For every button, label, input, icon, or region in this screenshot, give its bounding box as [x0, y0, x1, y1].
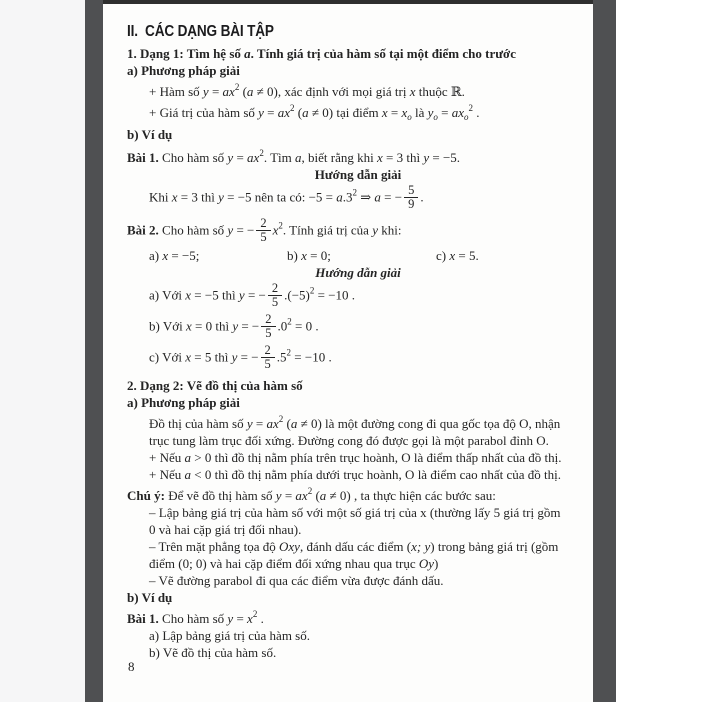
subscript: o: [433, 112, 438, 122]
exercise-bai1-dang2: [127, 606, 589, 627]
example-heading: [127, 126, 589, 143]
book-right-edge: [593, 0, 616, 702]
note-line: [127, 483, 589, 504]
text-run: ≠ 0) tại điểm: [308, 105, 382, 120]
text-run: ax: [266, 416, 279, 431]
solution-line: [149, 281, 589, 312]
text-run: = −: [233, 222, 255, 238]
text-run: =: [233, 611, 248, 626]
superscript: 2: [234, 82, 240, 92]
text-run: a: [295, 150, 302, 165]
text-run: – Lập bảng giá trị của hàm số với một số giá trị của x (thường lấy 5 giá trị gồm: [149, 505, 561, 520]
text-run: ≠ 0) , ta thực hiện các bước sau:: [326, 488, 496, 503]
text-run: a) Với: [149, 287, 186, 303]
text-run: x: [185, 349, 192, 365]
text-run: x: [381, 105, 388, 120]
superscript: 2: [309, 285, 315, 296]
text-run: Hướng dẫn giải: [314, 167, 402, 182]
text-run: điểm (0; 0) và hai cặp điểm đối xứng nhau qua trục: [149, 556, 419, 571]
fraction: [404, 184, 418, 211]
text-run: a: [246, 84, 254, 99]
text-run: y: [238, 287, 245, 303]
text-run: . Tính giá trị của: [282, 222, 373, 238]
option-item: [149, 247, 199, 264]
text-run: Để vẽ đồ thị hàm số: [164, 488, 276, 503]
superscript: 2: [468, 103, 474, 113]
text-run: < 0 thì đồ thị nằm phía dưới trục hoành, O là điểm cao nhất của đồ thị.: [191, 467, 562, 482]
option-item: [287, 247, 331, 264]
text-run: . Tính giá trị của hàm số tại một điểm cho trước: [250, 46, 516, 61]
text-line: [149, 100, 589, 126]
text-line: [149, 538, 589, 555]
text-run: x: [376, 150, 383, 165]
textbook-page: [103, 4, 593, 702]
text-run: = 0 thì: [191, 318, 233, 334]
text-run: .(−5): [284, 287, 310, 303]
fraction-numerator: 2: [271, 281, 279, 295]
text-run: a) Phương pháp giải: [127, 395, 240, 410]
text-run: x; y: [411, 539, 431, 554]
text-run: Đồ thị của hàm số: [149, 416, 247, 431]
solution-line: [149, 183, 589, 214]
text-run: = 5.: [455, 248, 479, 263]
text-run: = 0;: [306, 248, 331, 263]
text-run: Oxy: [279, 539, 300, 554]
text-run: ≠ 0) là một đường cong đi qua gốc tọa độ O, nhận: [297, 416, 561, 431]
text-line: [149, 572, 589, 589]
text-run: y: [202, 84, 209, 99]
fraction-denominator: 5: [256, 230, 270, 244]
text-run: = 3 thì: [382, 150, 424, 165]
fraction-denominator: 5: [261, 357, 275, 371]
text-run: ) trong bảng giá trị (gồm: [430, 539, 559, 554]
text-run: ): [434, 556, 439, 571]
example-heading: [127, 589, 589, 606]
text-run: y: [227, 611, 234, 626]
text-line: [149, 432, 589, 449]
text-line: [149, 466, 589, 483]
text-run: = 5 thì: [191, 349, 232, 365]
text-run: =: [281, 488, 296, 503]
text-run: .: [473, 105, 480, 120]
text-run: a): [149, 248, 163, 263]
text-run: Bài 1.: [127, 611, 159, 626]
text-run: Cho hàm số: [158, 150, 228, 165]
text-run: x: [409, 84, 416, 99]
text-line: [149, 521, 589, 538]
subscript: o: [464, 112, 469, 122]
text-run: y: [231, 349, 238, 365]
text-run: Khi: [149, 189, 172, 205]
text-run: =: [263, 105, 278, 120]
text-run: y: [423, 150, 430, 165]
fraction-numerator: 2: [264, 343, 271, 357]
text-run: ax: [277, 105, 291, 120]
text-run: y: [246, 416, 253, 431]
answer-options-row: [149, 247, 589, 264]
text-run: trục tung làm trục đối xứng. Đường cong đó được gọi là một parabol đỉnh O.: [149, 433, 549, 448]
fraction: [261, 344, 275, 371]
superscript: 2: [278, 220, 283, 231]
text-line: [149, 504, 589, 521]
text-run: x: [301, 248, 307, 263]
text-run: (: [283, 416, 291, 431]
text-run: . Tìm: [263, 150, 296, 165]
text-run: a: [290, 416, 298, 431]
text-run: (: [312, 488, 320, 503]
text-run: .: [420, 189, 424, 205]
text-run: .3: [342, 189, 353, 205]
text-run: a: [184, 450, 191, 465]
text-run: y: [275, 488, 282, 503]
text-run: , đánh dấu các điểm (: [299, 539, 412, 554]
solution-line: [149, 343, 589, 374]
text-run: y: [227, 222, 234, 238]
text-run: 0 và hai cặp giá trị đối nhau).: [149, 522, 302, 537]
text-run: x: [401, 105, 408, 120]
solution-heading: [127, 166, 589, 183]
text-run: c): [436, 248, 450, 263]
superscript: 2: [278, 414, 284, 424]
text-run: a: [319, 488, 327, 503]
text-run: ax: [222, 84, 235, 99]
fraction-denominator: 5: [268, 295, 282, 309]
fraction: [256, 217, 270, 244]
dang1-heading: [127, 45, 589, 62]
text-run: = −10 .: [314, 287, 356, 303]
text-run: ⇒: [357, 189, 375, 205]
superscript: 2: [286, 347, 292, 358]
text-run: x: [247, 611, 253, 626]
text-run: =: [208, 84, 223, 99]
fraction: [268, 282, 282, 309]
text-run: a: [374, 189, 381, 205]
text-run: x: [272, 222, 279, 238]
text-run: =: [387, 105, 402, 120]
text-line: [149, 411, 589, 432]
text-run: =: [252, 416, 267, 431]
fraction-numerator: 2: [265, 312, 272, 326]
text-run: 2. Dạng 2: Vẽ đồ thị của hàm số: [127, 378, 303, 393]
text-run: y: [227, 150, 234, 165]
text-run: y: [372, 222, 378, 238]
exercise-bai2: [127, 216, 589, 247]
fraction: [261, 313, 275, 340]
text-run: > 0 thì đồ thị nằm phía trên trục hoành, O là điểm thấp nhất của đồ thị.: [191, 450, 562, 465]
text-run: .0: [277, 318, 288, 334]
text-run: = −5.: [429, 150, 461, 165]
text-run: =: [437, 105, 452, 120]
text-run: ≠ 0), xác định với mọi giá trị: [253, 84, 410, 99]
text-run: b) Ví dụ: [127, 590, 173, 605]
solution-heading: [127, 264, 589, 281]
text-run: = −: [237, 349, 259, 365]
text-run: – Vẽ đường parabol đi qua các điểm vừa được đánh dấu.: [149, 573, 444, 588]
option-item: [436, 247, 479, 264]
text-run: thuộc ℝ.: [415, 84, 465, 99]
text-run: ax: [295, 488, 308, 503]
solution-line: [149, 312, 589, 343]
text-run: a: [336, 189, 343, 205]
text-run: x: [449, 248, 456, 263]
superscript: 2: [290, 103, 295, 113]
text-line: [149, 79, 589, 100]
text-run: ax: [451, 105, 465, 120]
text-run: = −10 .: [291, 349, 332, 365]
text-run: Hướng dẫn giải: [315, 265, 401, 280]
text-run: b) Với: [149, 318, 186, 334]
text-run: =: [233, 150, 248, 165]
text-run: a: [184, 467, 191, 482]
page-content: [103, 4, 593, 661]
text-run: , biết rằng khi: [301, 150, 377, 165]
text-line: [149, 449, 589, 466]
text-run: y: [427, 105, 434, 120]
text-run: = −: [238, 318, 260, 334]
fraction-denominator: 9: [404, 197, 418, 211]
text-run: y: [258, 105, 264, 120]
text-run: x: [162, 248, 169, 263]
text-run: = −5 nên ta có: −5 =: [223, 189, 337, 205]
text-line: [149, 555, 589, 572]
text-run: + Giá trị của hàm số: [149, 105, 259, 120]
text-run: c) Với: [149, 349, 186, 365]
text-run: x: [185, 287, 192, 303]
text-run: khi:: [377, 222, 402, 238]
text-run: + Hàm số: [149, 84, 203, 99]
text-run: Oy: [418, 556, 435, 571]
superscript: 2: [352, 187, 357, 198]
scan-background-left: [0, 0, 85, 702]
text-run: (: [239, 84, 247, 99]
text-line: [149, 627, 589, 644]
text-run: b) Ví dụ: [127, 127, 173, 142]
exercise-bai1: [127, 145, 589, 166]
text-run: Cho hàm số: [158, 222, 228, 238]
text-run: (: [294, 105, 303, 120]
text-run: + Nếu: [149, 467, 185, 482]
text-run: y: [232, 318, 239, 334]
section-heading: [127, 22, 589, 42]
text-run: Bài 2.: [127, 222, 159, 238]
fraction-numerator: 5: [408, 183, 415, 197]
text-line: [149, 644, 589, 661]
superscript: 2: [252, 609, 258, 619]
text-run: x: [171, 189, 178, 205]
text-run: .: [257, 611, 264, 626]
fraction-numerator: 2: [260, 216, 267, 230]
text-run: II. CÁC DẠNG BÀI TẬP: [127, 23, 274, 40]
text-run: là: [411, 105, 428, 120]
text-run: ax: [247, 150, 260, 165]
text-run: = −: [244, 287, 266, 303]
text-run: = −: [380, 189, 403, 205]
superscript: 2: [307, 486, 313, 496]
text-run: a: [244, 46, 251, 61]
method-heading: [127, 62, 589, 79]
fraction-denominator: 5: [261, 326, 275, 340]
dang2-heading: [127, 377, 589, 394]
text-run: a) Phương pháp giải: [127, 63, 240, 78]
text-run: x: [185, 318, 192, 334]
book-left-edge: [85, 0, 103, 702]
page-number: 8: [128, 659, 135, 674]
superscript: 2: [287, 316, 292, 327]
text-run: a: [302, 105, 309, 120]
text-run: Chú ý:: [127, 488, 165, 503]
method-heading: [127, 394, 589, 411]
superscript: 2: [259, 148, 264, 158]
text-run: = −5;: [168, 248, 200, 263]
text-run: b) Vẽ đồ thị của hàm số.: [149, 645, 277, 660]
text-run: 1. Dạng 1: Tìm hệ số: [127, 46, 245, 61]
text-run: .5: [276, 349, 287, 365]
text-run: – Trên mặt phẳng tọa độ: [149, 539, 279, 554]
text-run: a) Lập bảng giá trị của hàm số.: [149, 628, 310, 643]
text-run: = 3 thì: [177, 189, 219, 205]
subscript: o: [407, 112, 412, 122]
text-run: y: [218, 189, 224, 205]
text-run: Cho hàm số: [158, 611, 228, 626]
text-run: Bài 1.: [127, 150, 159, 165]
text-run: = 0 .: [291, 318, 319, 334]
text-run: b): [287, 248, 302, 263]
text-run: = −5 thì: [191, 287, 239, 303]
text-run: + Nếu: [149, 450, 185, 465]
